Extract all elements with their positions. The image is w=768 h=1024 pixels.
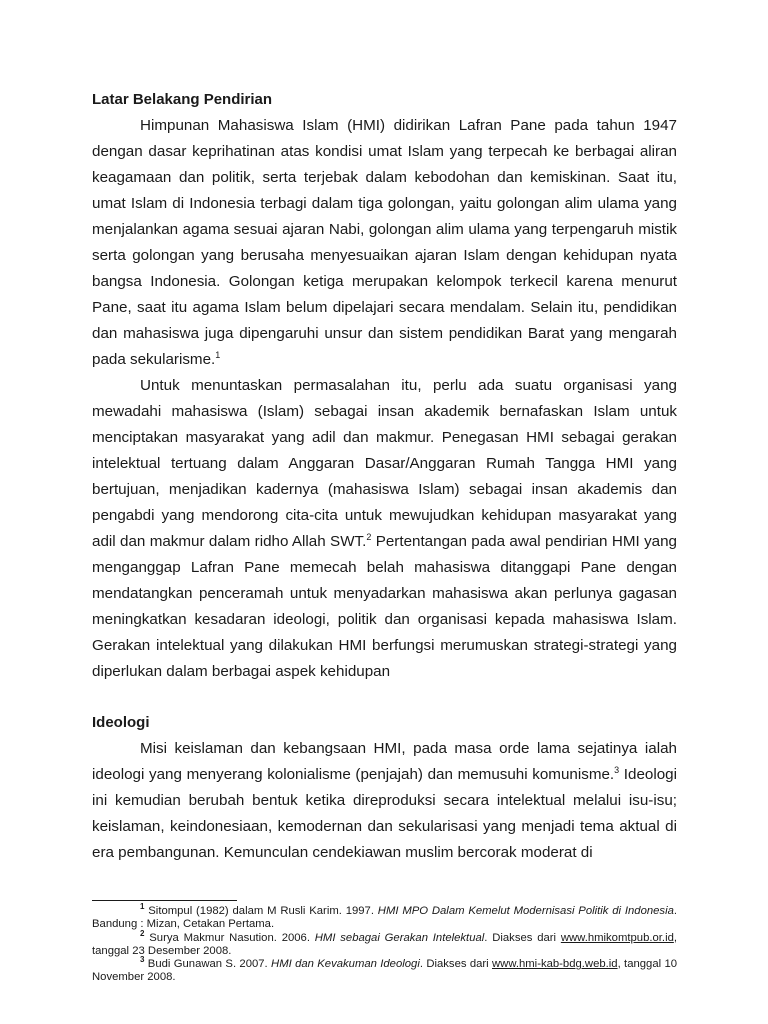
footnote-3-mid: . Diakses dari [419,958,492,971]
footnote-2-title: HMI sebagai Gerakan Intelektual [314,931,485,944]
paragraph-3-text-b: Ideologi ini kemudian berubah bentuk ketika direproduksi secara intelektual melalui isu-isu; keislaman, keindonesiaan, kemodernan dan sekularisasi yang menjadi tema aktual di era pembangunan. Kemunculan cendekiawan muslim bercorak moderat di [92,766,677,861]
paragraph-2 [92,373,677,685]
footnote-1-pre: Sitompul (1982) dalam M Rusli Karim. 1997. [144,905,378,917]
footnote-ref-3[interactable]: 3 [614,764,620,775]
footnote-2-post: , tanggal 23 Desember 2008. [92,931,677,957]
footnotes [92,900,677,985]
paragraph-3 [92,736,677,866]
footnote-divider [92,900,237,901]
footnote-3-pre: Budi Gunawan S. 2007. [144,958,272,971]
paragraph-1-text: Himpunan Mahasiswa Islam (HMI) didirikan Lafran Pane pada tahun 1947 dengan dasar keprihatinan atas kondisi umat Islam yang terpecah ke berbagai aliran keagamaan dan politik, serta terjebak dalam kebodohan dan kemiskinan. Saat itu, umat Islam di Indonesia terbagi dalam tiga golongan, yaitu golongan alim ulama yang menjalankan agama sesuai ajaran Nabi, golongan alim ulama yang terpengaruh mistik serta golongan yang berusaha menyesuaikan ajaran Islam dengan kehidupan nyata bangsa Indonesia. Golongan ketiga merupakan kelompok terkecil karena menurut Pane, saat itu agama Islam belum dipelajari secara mendalam. Selain itu, pendidikan dan mahasiswa juga dipengaruhi unsur dan sistem pendidikan Barat yang mengarah pada sekularisme. [92,117,677,368]
footnote-ref-2[interactable]: 2 [366,531,372,542]
footnote-3-post: , tanggal 10 November 2008. [92,958,678,984]
footnote-2 [92,928,677,959]
footnote-3-link[interactable]: www.hmi-kab-bdg.web.id [492,958,618,971]
footnote-3-number: 3 [140,955,145,965]
footnote-2-link[interactable]: www.hmikomtpub.or.id [560,931,674,944]
footnote-3 [92,955,678,985]
footnote-1-title: HMI MPO Dalam Kemelut Modernisasi Politik di Indonesia [377,905,674,917]
section-heading-ideologi: Ideologi [92,714,150,731]
footnote-1-post: . Bandung : Mizan, Cetakan Pertama. [92,905,677,931]
footnote-1-number: 1 [140,902,145,912]
footnote-1 [92,902,677,932]
footnote-3-title: HMI dan Kevakuman Ideologi [271,958,420,971]
paragraph-2-text-a: Untuk menuntaskan permasalahan itu, perlu ada suatu organisasi yang mewadahi mahasiswa (Islam) sebagai insan akademik bernafaskan Islam untuk menciptakan masyarakat yang adil dan makmur. Penegasan HMI sebagai gerakan intelektual tertuang dalam Anggaran Dasar/Anggaran Rumah Tangga HMI yang bertujuan, menjadikan kadernya (mahasiswa Islam) sebagai insan akademis dan pengabdi yang mendorong cita-cita untuk mewujudkan kehidupan masyarakat yang adil dan makmur dalam ridho Allah SWT. [92,377,677,550]
section-heading-latar-belakang: Latar Belakang Pendirian [92,91,273,108]
footnote-ref-1[interactable]: 1 [215,349,221,360]
footnote-2-pre: Surya Makmur Nasution. 2006. [144,931,315,944]
paragraph-1 [92,113,677,373]
footnote-2-mid: . Diakses dari [484,931,561,944]
paragraph-2-text-b: Pertentangan pada awal pendirian HMI yang menganggap Lafran Pane memecah belah mahasiswa ditanggapi Pane dengan mendatangkan penceramah untuk menyadarkan mahasiswa akan perlunya gagasan meningkatkan kesadaran ideologi, politik dan organisasi kepada mahasiswa Islam. Gerakan intelektual yang dilakukan HMI berfungsi merumuskan strategi-strategi yang diperlukan dalam berbagai aspek kehidupan [92,533,677,680]
footnote-2-number: 2 [140,928,145,938]
paragraph-3-text-a: Misi keislaman dan kebangsaan HMI, pada masa orde lama sejatinya ialah ideologi yang menyerang kolonialisme (penjajah) dan memusuhi komunisme. [92,740,677,783]
document-body [92,92,677,866]
